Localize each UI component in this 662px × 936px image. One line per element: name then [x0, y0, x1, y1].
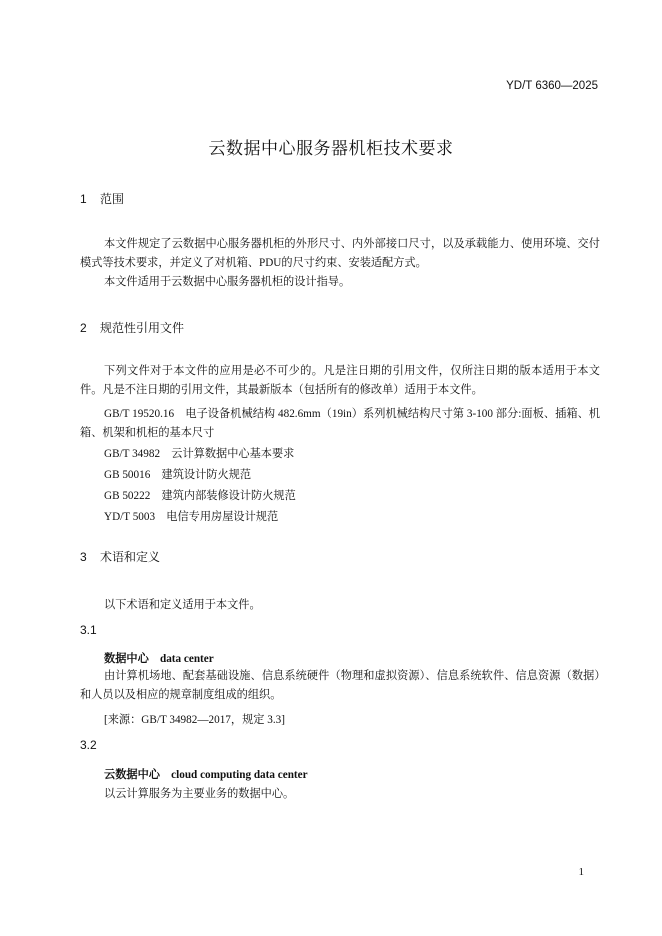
section-title: 范围 — [100, 192, 125, 206]
term-heading — [104, 650, 214, 666]
term-zh: 云数据中心 — [104, 769, 160, 781]
term-number: 3.2 — [80, 738, 97, 752]
reference-item — [104, 445, 294, 461]
page-number: 1 — [578, 866, 584, 878]
section-title: 规范性引用文件 — [100, 321, 185, 335]
reference-code: YD/T 5003 — [104, 511, 156, 523]
term-en: data center — [159, 653, 214, 665]
term-definition: 由计算机场地、配套基础设施、信息系统硬件（物理和虚拟资源）、信息系统软件、信息资源（数据）和人员以及相应的规章制度组成的组织。 — [80, 670, 600, 701]
term-zh: 数据中心 — [104, 653, 149, 665]
section-title: 术语和定义 — [100, 550, 161, 564]
document-title: 云数据中心服务器机柜技术要求 — [208, 139, 454, 158]
section-number: 3 — [80, 550, 87, 564]
section-number: 1 — [80, 192, 87, 206]
paragraph: 本文件适用于云数据中心服务器机柜的设计指导。 — [104, 276, 351, 288]
reference-code: GB 50222 — [104, 490, 151, 502]
term-heading — [104, 766, 308, 782]
term-source: [来源：GB/T 34982—2017，规定 3.3] — [104, 714, 285, 726]
paragraph: 本文件规定了云数据中心服务器机柜的外形尺寸、内外部接口尺寸，以及承载能力、使用环境、交付模式等技术要求，并定义了对机箱、PDU的尺寸约束、安装适配方式。 — [80, 238, 600, 269]
document-number: YD/T 6360—2025 — [506, 80, 598, 92]
paragraph: 下列文件对于本文件的应用是必不可少的。凡是注日期的引用文件，仅所注日期的版本适用于本文件。凡是不注日期的引用文件，其最新版本（包括所有的修改单）适用于本文件。 — [80, 365, 600, 396]
section-heading — [80, 548, 160, 565]
reference-item: GB/T 19520.16 电子设备机械结构 482.6mm（19in）系列机械结构尺寸第 3-100 部分:面板、插箱、机箱、机架和机柜的基本尺寸 — [80, 408, 600, 439]
term-definition: 以云计算服务为主要业务的数据中心。 — [104, 788, 295, 800]
reference-title: 电信专用房屋设计规范 — [166, 511, 279, 523]
reference-item — [104, 508, 278, 524]
section-heading — [80, 319, 184, 336]
term-en: cloud computing data center — [171, 769, 308, 781]
term-number: 3.1 — [80, 623, 97, 637]
reference-code: GB/T 34982 — [104, 448, 161, 460]
paragraph: 以下术语和定义适用于本文件。 — [104, 599, 261, 611]
reference-title: 建筑内部装修设计防火规范 — [161, 490, 296, 502]
reference-title: 建筑设计防火规范 — [161, 469, 252, 481]
reference-item — [104, 487, 296, 503]
reference-item — [104, 466, 251, 482]
section-heading — [80, 190, 124, 207]
reference-code: GB 50016 — [104, 469, 151, 481]
section-number: 2 — [80, 321, 87, 335]
reference-title: 云计算数据中心基本要求 — [171, 448, 295, 460]
